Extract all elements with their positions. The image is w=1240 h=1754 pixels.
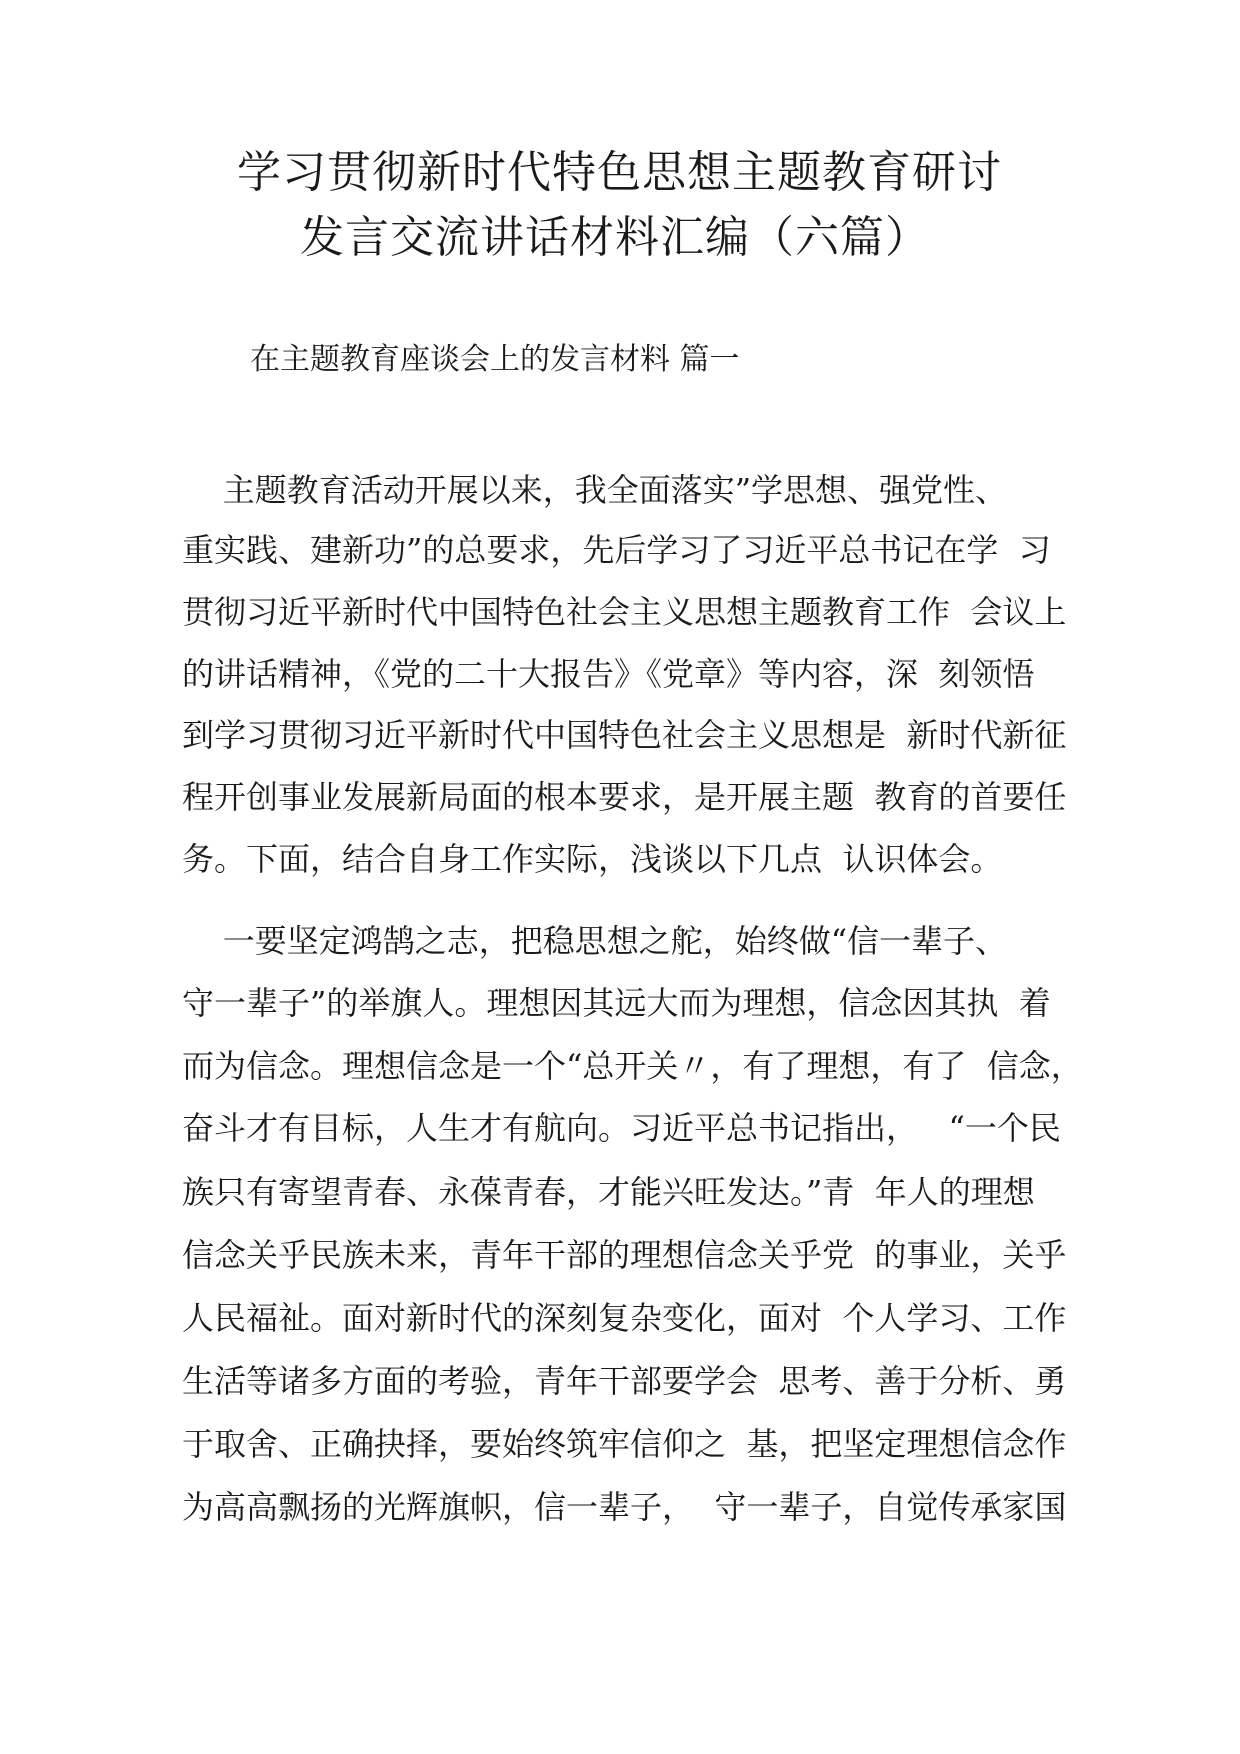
body-line: 贯彻习近平新时代中国特色社会主义思想主题教育工作 会议上 bbox=[182, 593, 1067, 631]
body-line: 奋斗才有目标，人生才有航向。习近平总书记指出， “一个民 bbox=[182, 1109, 1061, 1147]
body-line: 主题教育活动开展以来，我全面落实”学思想、强党性、 bbox=[182, 471, 1008, 509]
body-line: 务。下面，结合自身工作实际，浅谈以下几点 认识体会。 bbox=[182, 840, 1003, 878]
body-line: 的讲话精神，《党的二十大报告》《党章》等内容，深 刻领悟 bbox=[182, 655, 1035, 693]
body-line: 重实践、建新功”的总要求，先后学习了习近平总书记在学 习 bbox=[182, 531, 1051, 569]
document-title-line-1: 学习贯彻新时代特色思想主题教育研讨 bbox=[237, 147, 1002, 198]
document-title-line-2: 发言交流讲话材料汇编（六篇） bbox=[300, 212, 930, 263]
body-line: 为高高飘扬的光辉旗帜，信一辈子， 守一辈子，自觉传承家国 bbox=[182, 1488, 1067, 1526]
body-line: 生活等诸多方面的考验，青年干部要学会 思考、善于分析、勇 bbox=[182, 1362, 1067, 1400]
body-line: 信念关乎民族未来，青年干部的理想信念关乎党 的事业，关乎 bbox=[182, 1236, 1067, 1274]
body-line: 守一辈子”的举旗人。理想因其远大而为理想，信念因其执 着 bbox=[182, 984, 1051, 1022]
body-line: 到学习贯彻习近平新时代中国特色社会主义思想是 新时代新征 bbox=[182, 716, 1067, 754]
body-line: 而为信念。理想信念是一个“总开关〃，有了理想，有了 信念， bbox=[182, 1047, 1083, 1085]
body-line: 人民福祉。面对新时代的深刻复杂变化，面对 个人学习、工作 bbox=[182, 1299, 1067, 1337]
section-heading: 在主题教育座谈会上的发言材料 篇一 bbox=[250, 342, 740, 377]
body-line: 族只有寄望青春、永葆青春，才能兴旺发达。”青 年人的理想 bbox=[182, 1173, 1035, 1211]
body-line: 程开创事业发展新局面的根本要求，是开展主题 教育的首要任 bbox=[182, 778, 1067, 816]
body-line: 一要坚定鸿鹄之志，把稳思想之舵，始终做“信一辈子、 bbox=[182, 922, 1008, 960]
body-line: 于取舍、正确抉择，要始终筑牢信仰之 基，把坚定理想信念作 bbox=[182, 1425, 1067, 1463]
